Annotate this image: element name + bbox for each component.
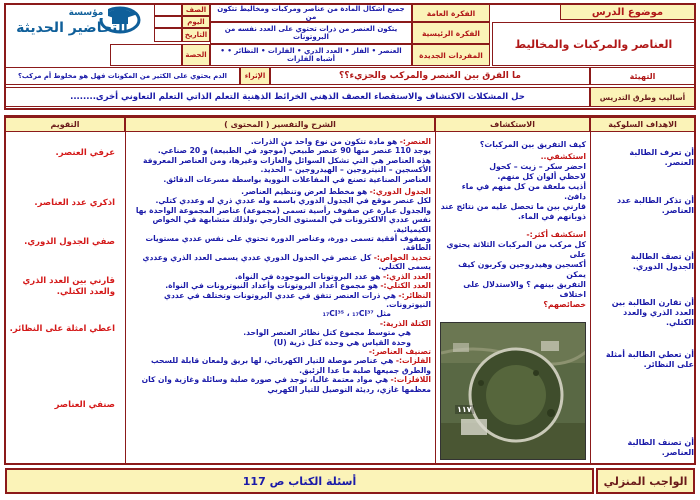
class-value (154, 4, 182, 16)
stimulation-q1-label: استكشفي.. (540, 152, 586, 161)
date-label: التاريخ (182, 28, 210, 42)
day-label: اليوم (182, 16, 210, 28)
col-stimulation: الاستكشاف (435, 117, 590, 132)
stimulation-block (440, 140, 586, 310)
stimulation-line: ذوبانهم في الماء. (517, 212, 586, 221)
explanation-text: هو مادة تتكون من نوع واحد من الذرات. (250, 137, 398, 146)
objective-item: أن تصف الطالبة الجدول الدوري. (630, 252, 694, 271)
stimulation-line: أذيب ملعقة من كل منهم في ماء دافئ. (461, 182, 586, 201)
explanation-text: العناصر الصناعية تصنع في المفاعلات النووية بواسطة مسرعات الدقائق. (163, 174, 431, 184)
class-label: الصف (182, 4, 210, 16)
explanation-text: كل عنصر في الجدول الدوري عددي يسمى العدد الذري وعددي يسمى الكتلي. (142, 252, 431, 272)
evaluation-item: اعطي امثلة على النظائر. (9, 324, 115, 334)
explanation-example: مثل ₁₇Cl³⁵ ، ₁₇Cl³⁷ (322, 309, 391, 319)
objective-item: أن تعطي الطالبة أمثلة على النظائر. (605, 350, 694, 369)
subject-title: موضوع الدرس (560, 4, 695, 20)
explanation-text: والجدول عبارة عن صفوف رأسية تسمى (مجموعة) عناصر المجموعة الواحدة بها نفس عددي الالكترونات في المستوى الخارجي ،ولذلك متشابهة في الخواص الكيميائية. (135, 205, 431, 234)
explanation-text: هو عدد البروتونات الموجودة في النواة. (235, 271, 381, 281)
general-idea-value: جميع أشكال المادة من عناصر ومركبات ومخاليط تتكون من (210, 4, 412, 22)
new-vocab-label: المفردات الجديدة (412, 44, 490, 66)
stimulation-line: أكسجين وهيدروجين وكربون كيف يمكن (458, 260, 586, 279)
main-idea-label: الفكرة الرئيسية (412, 22, 490, 44)
period-value (110, 44, 182, 66)
explanation-heading: تحديد الخواص:- (373, 252, 431, 262)
period-label: الحصة (182, 44, 210, 66)
explanation-heading: الكتلة الذرية:- (379, 318, 431, 328)
stimulation-line: لاحظي ألوان كل منهم. (497, 172, 586, 181)
explanation-text: هذه العناصر هي التي تشكل السوائل والغازات وغيرها، ومن العناصر المعروفة الأكسجين – النيتروجين – الهيدروجين – الحديد. (143, 155, 431, 175)
stimulation-line: خصائصهم؟ (543, 300, 586, 309)
explanation-heading: اللافلزات:- (390, 375, 431, 385)
photo-caption: ١١٧ (457, 405, 472, 414)
main-idea-value: يتكون العنصر من ذرات تحتوي على العدد نفسه من البروتونات (210, 22, 412, 44)
objective-item: أن تذكر الطالبة عدد العناصر. (616, 196, 694, 215)
objective-item: أن تعرف الطالبة العنصر. (629, 148, 694, 167)
stimulation-line: احضر سكر – زيت – كحول (489, 162, 586, 171)
explanation-text: لكل عنصر موقع في الجدول الدوري باسمه وله عددي ذري له وعددي كتلي. (155, 196, 431, 206)
subject-value: العناصر والمركبات والمخاليط (492, 22, 695, 66)
stimulation-line: قارني بين ما تحصل عليه من نتائج عند (440, 202, 586, 211)
explanation-text: هو مجموع أعداد البروتونات وأعداد النيوترونات في النواة. (165, 281, 378, 291)
explanation-text: وصفوف أفقية تسمى دورة، وعناصر الدورة تحتوي على نفس عددي مستويات الطاقة. (145, 234, 431, 253)
particle-accelerator-photo (441, 323, 586, 460)
intro-label: التهيئة (590, 67, 695, 85)
col-divider (125, 132, 126, 464)
stimulation-line: كل مركب من المركبات الثلاثة يحتوي على (446, 240, 586, 259)
objective-item: أن تصنف الطالبة العناصر. (627, 438, 694, 457)
explanation-text: هو مخطط لعرض وتنظيم العناصر. (241, 187, 368, 197)
evaluation-item: صنفي العناصر (54, 400, 115, 410)
col-divider (590, 132, 591, 464)
enrichment-label: الإثراء (240, 67, 270, 85)
explanation-text: هي عناصر موصلة للتيار الكهربائي، لها بريق ولمعان قابلة للسحب والطرق جميعها صلبة ما عدا الزئبق. (151, 356, 431, 375)
evaluation-item: اذكري عدد العناصر. (34, 198, 115, 208)
explanation-text: هي متوسط مجموع كتل نظائر العنصر الواحد. (243, 328, 411, 338)
enrichment-value: الدم يحتوي على الكثير من المكونات فهل هو مخلوط أم مركب؟ (5, 67, 240, 85)
evaluation-item: قارني بين العدد الذري والعدد الكتلي. (22, 276, 115, 297)
aerial-photo (440, 322, 586, 460)
explanation-heading: النظائر:- (398, 290, 431, 300)
explanation-text: هي مواد معتمة غالبا، توجد في صورة صلبة وسائلة وغازية وان كان معظمها غازي، رديئة التوصيل للتيار الكهربي (141, 375, 431, 394)
explanation-heading: العدد الذري:- (382, 271, 431, 281)
col-explanation: الشرح والتفسير ( المحتوى ) (125, 117, 435, 132)
explanation-text: يوجد 110 عنصر منها 90 عنصر طبيعي (موجود في الطبيعة) و 20 صناعي. (157, 146, 431, 156)
explanation-heading: العنصر:- (399, 137, 431, 146)
col-divider (435, 132, 436, 464)
day-value (154, 16, 182, 28)
logo-brand-main: التحاضير الحديثة (16, 20, 128, 36)
explanation-heading: العدد الكتلي:- (380, 281, 431, 291)
col-objectives: الاهداف السلوكية (590, 117, 695, 132)
objective-item: أن تقارن الطالبة بين العدد الذري والعدد الكتلي. (611, 298, 694, 327)
stimulation-question: كيف التفريق بين المركبات؟ (479, 140, 586, 149)
explanation-content (129, 137, 431, 394)
homework-value: أسئلة الكتاب ص 117 (5, 468, 594, 494)
strategies-label: أساليب وطرق التدريس (590, 87, 695, 107)
intro-value: ما الفرق بين العنصر والمركب والجزيء؟؟ (270, 67, 590, 85)
date-value (154, 28, 182, 42)
stimulation-line: التفريق بينهم ؟ والاستدلال على اختلاف (463, 280, 586, 299)
col-evaluation: التقويم (5, 117, 125, 132)
explanation-heading: الجدول الدوري:- (369, 187, 431, 197)
explanation-heading: الفلزات:- (395, 356, 431, 366)
strategies-value: حل المشكلات الاكتشاف والاستقصاء العصف الذهني الخرائط الذهنية التعلم الذاتي التعلم التعاوني أخرى........ (5, 87, 590, 107)
explanation-text: هي ذرات العنصر تتفق في عددي البروتونات وتختلف في عددي النيوترونات. (164, 290, 431, 309)
logo-brand-top: مؤسسة (64, 8, 108, 18)
homework-label: الواجب المنزلي (596, 468, 695, 494)
evaluation-item: صفي الجدول الدوري. (24, 237, 115, 247)
general-idea-label: الفكرة العامة (412, 4, 490, 22)
stimulation-q2-label: استكشف أكثر:- (526, 230, 586, 239)
evaluation-item: عرفي العنصر. (55, 148, 115, 158)
new-vocab-value: • العنصر • الفلز • العدد الذري • الفلزات • النظائر • أشباه الفلزات (210, 44, 412, 66)
explanation-heading: تصنيف العناصر:- (368, 346, 431, 356)
explanation-text: وحدة القياس هي وحدة كتل ذرية (U) (273, 337, 411, 347)
